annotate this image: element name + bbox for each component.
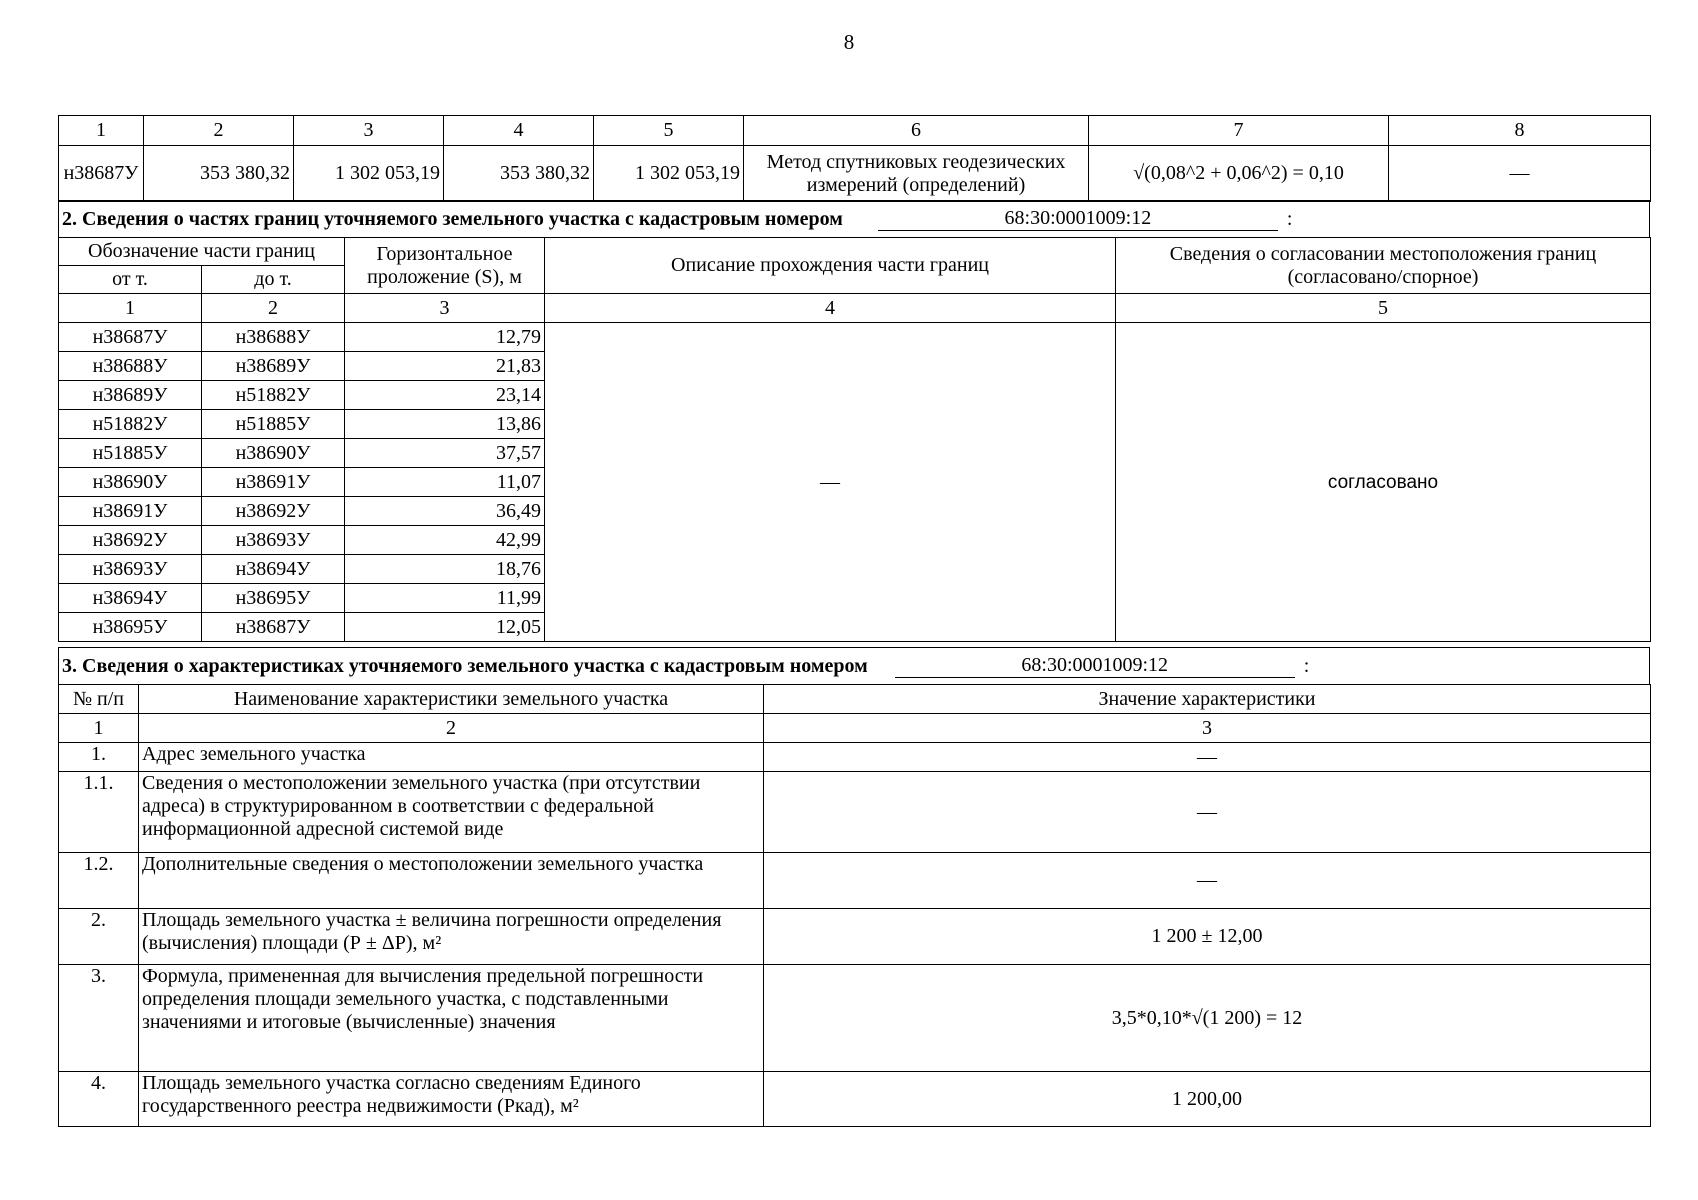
characteristic-value: —: [764, 853, 1651, 909]
page-number: 8: [843, 30, 855, 54]
to-point: н38688У: [202, 323, 345, 352]
section3-colon: :: [1303, 655, 1310, 677]
horizontal-distance: 23,14: [345, 381, 545, 410]
to-point: н38689У: [202, 352, 345, 381]
x-existing: 353 380,32: [144, 146, 294, 202]
horizontal-header: Горизонтальное проложение (S), м: [345, 238, 545, 294]
table-row: [59, 909, 1651, 965]
from-point: н38691У: [59, 497, 202, 526]
section2-table: [58, 237, 1650, 642]
col-number: 5: [1116, 294, 1651, 323]
agreement-value: согласовано: [1116, 323, 1651, 642]
y-existing: 1 302 053,19: [294, 146, 444, 202]
col-number: 1: [59, 714, 139, 743]
col-number: 3: [764, 714, 1651, 743]
characteristic-name: Сведения о местоположении земельного участка (при отсутствии адреса) в структурированном в соответствии с федеральной информационной адресной системой виде: [139, 772, 764, 853]
col-number: 2: [202, 294, 345, 323]
col-number: 1: [59, 294, 202, 323]
col-number: 2: [139, 714, 764, 743]
from-point: н51882У: [59, 410, 202, 439]
horizontal-distance: 13,86: [345, 410, 545, 439]
section3-table: [58, 684, 1650, 1127]
horizontal-distance: 37,57: [345, 439, 545, 468]
section3-heading: [59, 648, 1650, 685]
from-point: н38688У: [59, 352, 202, 381]
section2-cadastral-number: 68:30:0001009:12: [878, 207, 1278, 231]
y-new: 1 302 053,19: [594, 146, 744, 202]
point-name: н38687У: [59, 146, 144, 202]
section3-col-numbers: [59, 714, 1651, 743]
characteristic-value: —: [764, 772, 1651, 853]
row-number: 1.: [59, 743, 139, 772]
section2-heading-block: [58, 200, 1650, 238]
characteristic-name: Формула, примененная для вычисления предельной погрешности определения площади земельного участка, с подставленными значениями и итоговые (вычисленные) значения: [139, 965, 764, 1072]
coordinates-header-row: [59, 116, 1651, 146]
from-point: н38692У: [59, 526, 202, 555]
horizontal-distance: 12,05: [345, 613, 545, 642]
x-new: 353 380,32: [444, 146, 594, 202]
row-number: 4.: [59, 1072, 139, 1127]
horizontal-distance: 12,79: [345, 323, 545, 352]
section2-title: 2. Сведения о частях границ уточняемого земельного участка с кадастровым номером: [62, 208, 843, 230]
section3-heading-block: [58, 647, 1650, 685]
horizontal-distance: 11,07: [345, 468, 545, 497]
section2-heading: [59, 201, 1650, 238]
col-number: 8: [1389, 116, 1651, 146]
to-point: н38690У: [202, 439, 345, 468]
coordinates-table: [58, 115, 1650, 202]
accuracy-formula: √(0,08^2 + 0,06^2) = 0,10: [1089, 146, 1389, 202]
section2-colon: :: [1286, 208, 1293, 230]
to-point: н51882У: [202, 381, 345, 410]
row-number: 3.: [59, 965, 139, 1072]
name-header: Наименование характеристики земельного участка: [139, 685, 764, 714]
characteristic-name: Площадь земельного участка ± величина погрешности определения (вычисления) площади (Р ± ΔР), м²: [139, 909, 764, 965]
part-designation-header: Обозначение части границ: [59, 238, 345, 266]
description-header: Описание прохождения части границ: [545, 238, 1116, 294]
characteristic-name: Площадь земельного участка согласно сведениям Единого государственного реестра недвижимости (Ркад), м²: [139, 1072, 764, 1127]
num-header: № п/п: [59, 685, 139, 714]
table-row: [59, 323, 1651, 352]
from-point: н38687У: [59, 323, 202, 352]
horizontal-distance: 21,83: [345, 352, 545, 381]
horizontal-distance: 18,76: [345, 555, 545, 584]
characteristic-value: 3,5*0,10*√(1 200) = 12: [764, 965, 1651, 1072]
from-point: н38690У: [59, 468, 202, 497]
section3-title: 3. Сведения о характеристиках уточняемого земельного участка с кадастровым номером: [62, 655, 868, 677]
value-header: Значение характеристики: [764, 685, 1651, 714]
col-number: 6: [744, 116, 1089, 146]
section3-cadastral-number: 68:30:0001009:12: [895, 654, 1295, 678]
horizontal-distance: 36,49: [345, 497, 545, 526]
horizontal-distance: 42,99: [345, 526, 545, 555]
horizontal-distance: 11,99: [345, 584, 545, 613]
to-point: н38687У: [202, 613, 345, 642]
to-header: до т.: [202, 266, 345, 294]
table-row: [59, 1072, 1651, 1127]
characteristic-value: 1 200,00: [764, 1072, 1651, 1127]
table-row: [59, 743, 1651, 772]
to-point: н38692У: [202, 497, 345, 526]
coordinates-row: [59, 146, 1651, 202]
col-number: 5: [594, 116, 744, 146]
table-row: [59, 853, 1651, 909]
row-number: 1.2.: [59, 853, 139, 909]
from-point: н38694У: [59, 584, 202, 613]
from-header: от т.: [59, 266, 202, 294]
col-number: 4: [545, 294, 1116, 323]
to-point: н51885У: [202, 410, 345, 439]
characteristic-name: Дополнительные сведения о местоположении земельного участка: [139, 853, 764, 909]
to-point: н38694У: [202, 555, 345, 584]
from-point: н38689У: [59, 381, 202, 410]
note: —: [1389, 146, 1651, 202]
from-point: н38695У: [59, 613, 202, 642]
row-number: 1.1.: [59, 772, 139, 853]
col-number: 2: [144, 116, 294, 146]
table-row: [59, 772, 1651, 853]
col-number: 3: [294, 116, 444, 146]
section2-col-numbers: [59, 294, 1651, 323]
from-point: н38693У: [59, 555, 202, 584]
row-number: 2.: [59, 909, 139, 965]
characteristic-value: —: [764, 743, 1651, 772]
col-number: 3: [345, 294, 545, 323]
table-row: [59, 965, 1651, 1072]
characteristic-value: 1 200 ± 12,00: [764, 909, 1651, 965]
col-number: 4: [444, 116, 594, 146]
from-point: н51885У: [59, 439, 202, 468]
agreement-header: Сведения о согласовании местоположения границ (согласовано/спорное): [1116, 238, 1651, 294]
to-point: н38695У: [202, 584, 345, 613]
col-number: 7: [1089, 116, 1389, 146]
description-value: —: [545, 323, 1116, 642]
to-point: н38693У: [202, 526, 345, 555]
to-point: н38691У: [202, 468, 345, 497]
method: Метод спутниковых геодезических измерений (определений): [744, 146, 1089, 202]
characteristic-name: Адрес земельного участка: [139, 743, 764, 772]
col-number: 1: [59, 116, 144, 146]
